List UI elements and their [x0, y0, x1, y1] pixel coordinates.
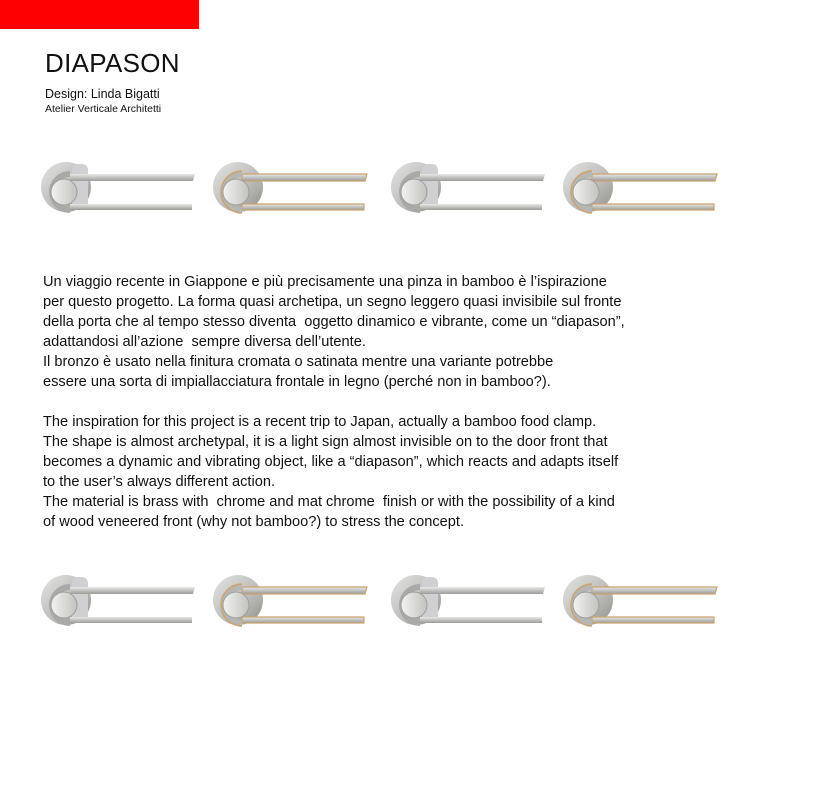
door-handle-wood-icon [562, 565, 722, 635]
door-handle-chrome-icon [390, 152, 550, 222]
door-handle-wood-icon [212, 152, 372, 222]
product-row-bottom [40, 565, 740, 635]
door-handle-chrome-icon [40, 565, 200, 635]
product-row-top [40, 152, 740, 222]
text-line: to the user’s always different action. [43, 474, 276, 490]
door-handle-chrome-icon [40, 152, 200, 222]
text-line: of wood veneered front (why not bamboo?) to stress the concept. [43, 514, 465, 530]
designer-credit: Design: Linda Bigatti [45, 87, 160, 101]
text-line: Un viaggio recente in Giappone e più precisamente una pinza in bamboo è l’ispirazione [43, 274, 607, 290]
description-english [43, 412, 618, 532]
page-title: DIAPASON [45, 48, 180, 78]
text-line: della porta che al tempo stesso diventa oggetto dinamico e vibrante, come un “diapason”, [43, 314, 625, 330]
text-line: becomes a dynamic and vibrating object, like a “diapason”, which reacts and adapts itself [43, 454, 619, 470]
red-accent-bar [0, 0, 199, 29]
text-line: The shape is almost archetypal, it is a light sign almost invisible on to the door front that [43, 434, 608, 450]
text-line: The material is brass with chrome and mat chrome finish or with the possibility of a kind [43, 494, 615, 510]
door-handle-wood-icon [212, 565, 372, 635]
text-line: Il bronzo è usato nella finitura cromata o satinata mentre una variante potrebbe [43, 354, 554, 370]
studio-credit: Atelier Verticale Architetti [45, 103, 162, 115]
text-line: The inspiration for this project is a recent trip to Japan, actually a bamboo food clamp. [43, 414, 597, 430]
text-line: adattandosi all’azione sempre diversa dell’utente. [43, 334, 366, 350]
text-line: essere una sorta di impiallacciatura frontale in legno (perché non in bamboo?). [43, 374, 551, 390]
door-handle-chrome-icon [390, 565, 550, 635]
door-handle-wood-icon [562, 152, 722, 222]
description-italian [43, 272, 625, 392]
text-line: per questo progetto. La forma quasi archetipa, un segno leggero quasi invisibile sul fronte [43, 294, 622, 310]
